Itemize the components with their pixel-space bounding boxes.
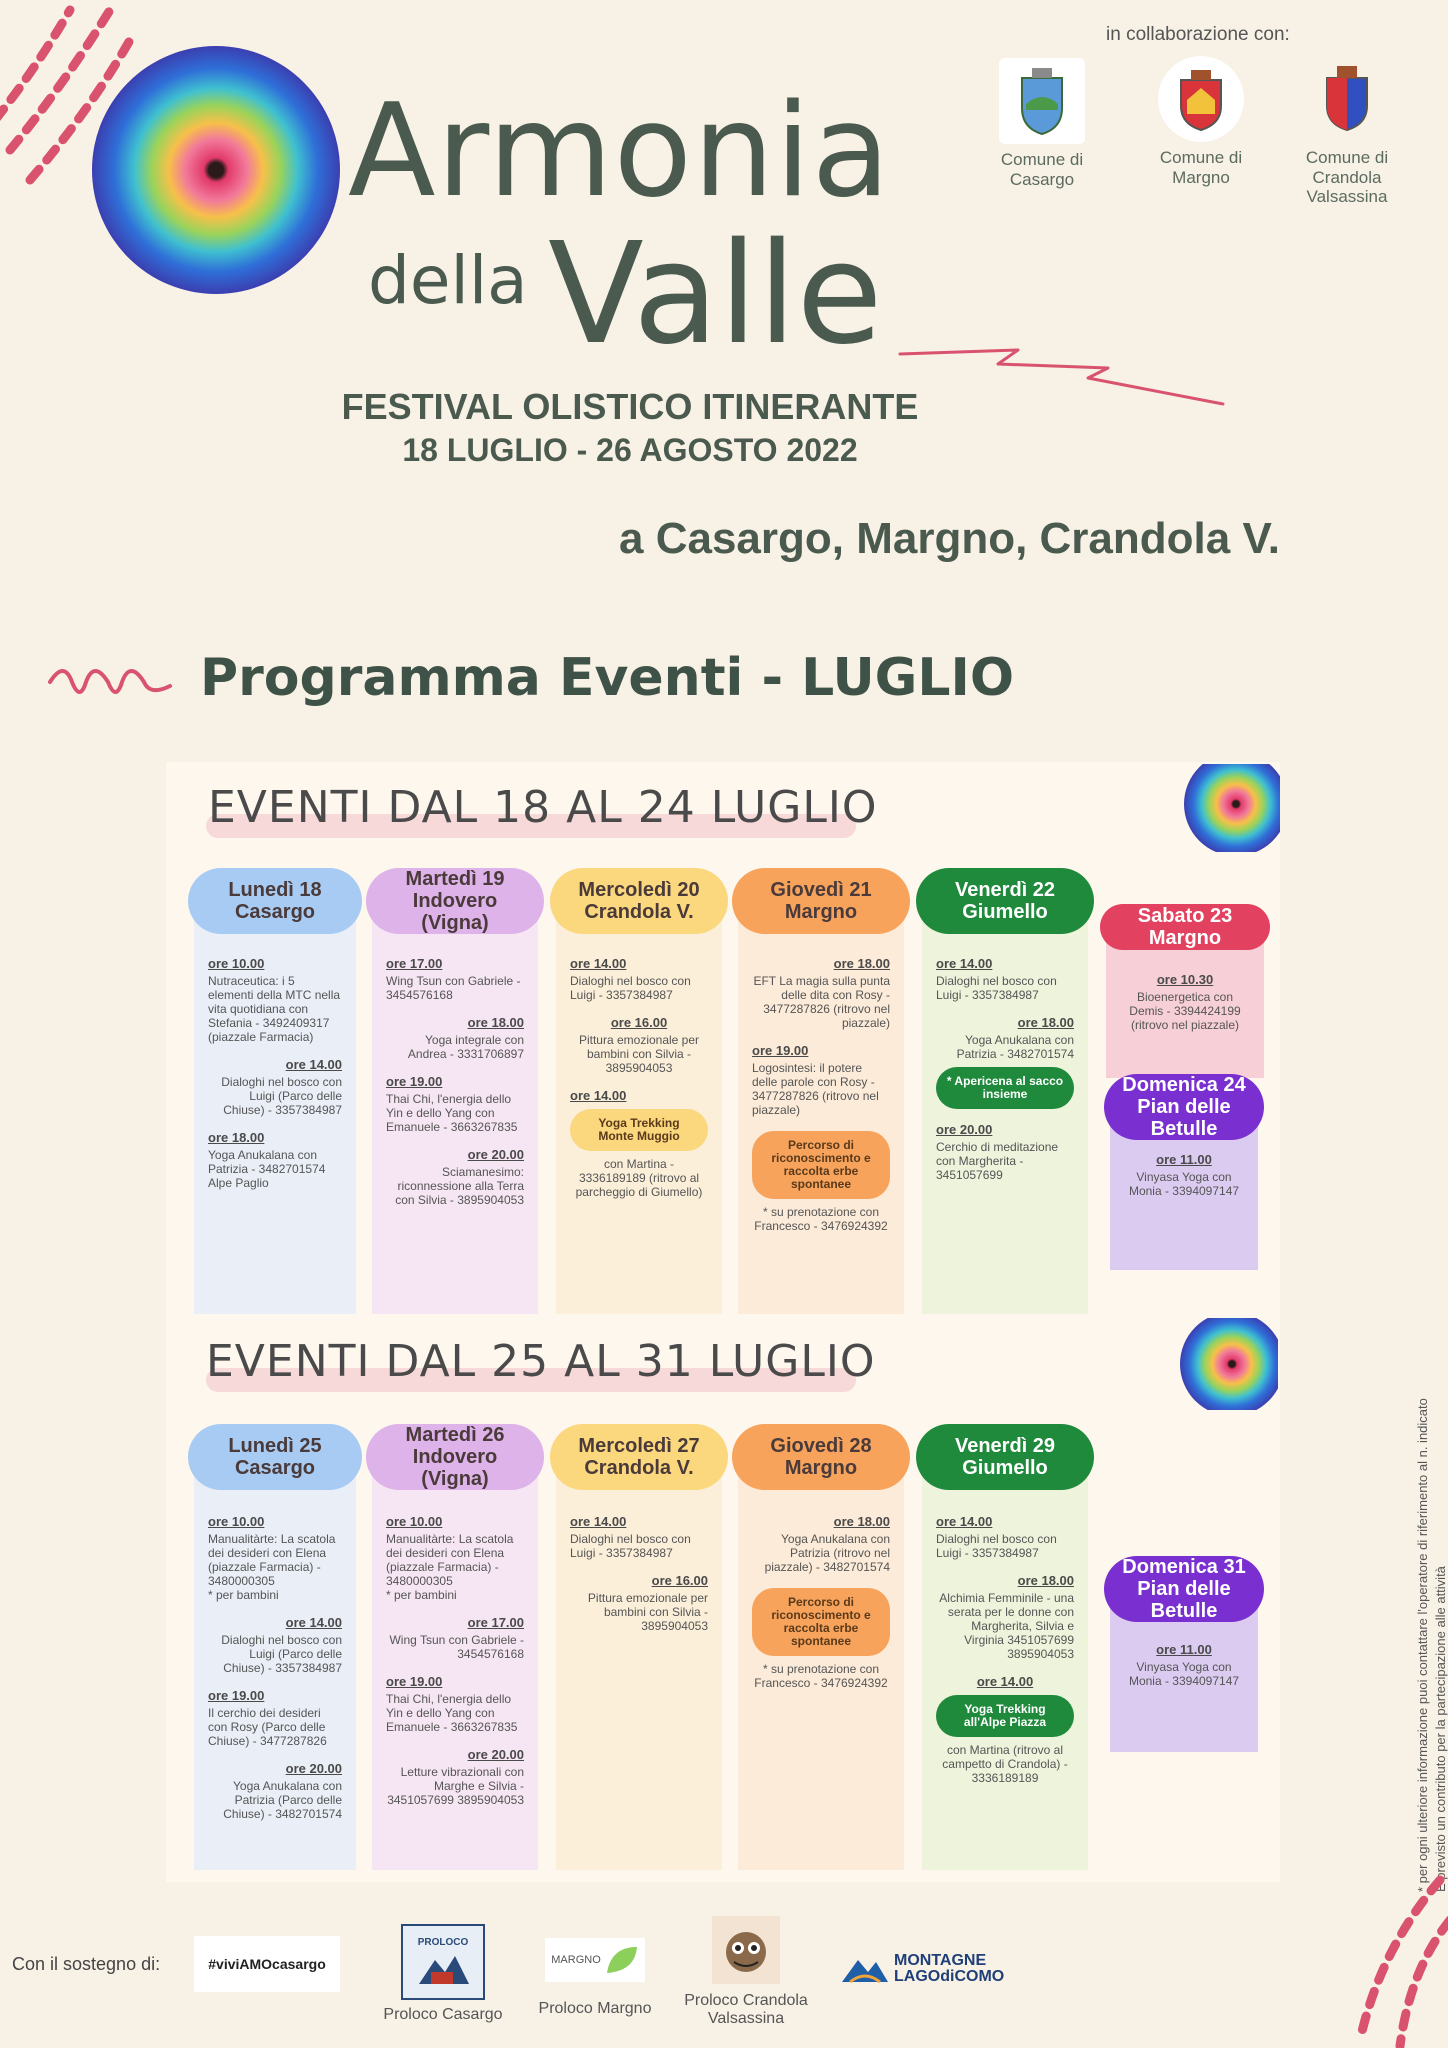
event-time: ore 20.00	[467, 1147, 524, 1162]
event-item	[752, 1131, 890, 1233]
event-extra: con Martina - 3336189189 (ritrovo al parcheggio di Giumello)	[575, 1157, 703, 1199]
sponsor-proloco-casargo	[378, 1924, 508, 2024]
day-column-w2-1	[372, 1462, 538, 1870]
proloco-casargo-logo	[401, 1924, 485, 2000]
event-item	[386, 1016, 524, 1061]
day-header-w1-5: Sabato 23 Margno	[1100, 904, 1270, 950]
event-item	[570, 1574, 708, 1633]
event-description: Pittura emozionale per bambini con Silvia - 3895904053	[587, 1591, 708, 1633]
day-column-w2-0	[194, 1462, 356, 1870]
day-header-w2-4: Venerdì 29 Giumello	[916, 1424, 1094, 1490]
day-header-w2-6: Domenica 31 Pian delle Betulle	[1104, 1556, 1264, 1622]
festival-dates: 18 LUGLIO - 26 AGOSTO 2022	[402, 432, 858, 468]
day-column-w1-1	[372, 904, 538, 1314]
event-item	[386, 1675, 524, 1734]
day-header-w1-2: Mercoledì 20 Crandola V.	[550, 868, 728, 934]
event-description: Thai Chi, l'energia dello Yin e dello Yang con Emanuele - 3663267835	[386, 1692, 518, 1734]
event-time: ore 17.00	[467, 1615, 524, 1630]
event-description: Bioenergetica con Demis - 3394424199 (ritrovo nel piazzale)	[1129, 990, 1241, 1032]
event-extra: * su prenotazione con Francesco - 3476924392	[754, 1205, 888, 1233]
event-item	[936, 1016, 1074, 1109]
title-valle: Valle	[548, 213, 883, 376]
event-item	[1120, 973, 1250, 1032]
event-description: Dialoghi nel bosco con Luigi (Parco delle Chiuse) - 3357384987	[221, 1633, 342, 1675]
event-item	[208, 1058, 342, 1117]
event-time: ore 19.00	[208, 1688, 265, 1703]
event-time: ore 10.00	[208, 1514, 265, 1529]
event-time: ore 10.30	[1156, 972, 1214, 987]
event-item	[208, 957, 342, 1044]
event-description: Yoga Anukalana con Patrizia (ritrovo nel piazzale) - 3482701574	[764, 1532, 890, 1574]
event-description: Pittura emozionale per bambini con Silvia - 3895904053	[578, 1033, 700, 1075]
margno-crest-icon	[1158, 56, 1244, 142]
event-description: Sciamanesimo: riconnessione alla Terra con Silvia - 3895904053	[395, 1165, 524, 1207]
event-item	[936, 1675, 1074, 1785]
event-time: ore 14.00	[285, 1615, 342, 1630]
event-time: ore 14.00	[976, 1674, 1034, 1689]
week2-title: EVENTI DAL 25 AL 31 LUGLIO	[206, 1336, 876, 1387]
day-column-w2-3	[738, 1462, 904, 1870]
proloco-crandola-logo	[712, 1916, 780, 1984]
rainbow-circle-logo	[90, 44, 342, 296]
crandola-crest-icon	[1304, 56, 1390, 142]
sponsor-montagne-lagodicomo	[840, 1944, 1020, 1994]
event-item	[386, 1075, 524, 1134]
event-item	[752, 1588, 890, 1690]
event-description: Wing Tsun con Gabriele - 3454576168	[386, 974, 521, 1002]
event-time: ore 14.00	[570, 1514, 627, 1529]
programma-title: Programma Eventi - LUGLIO	[200, 648, 1015, 708]
event-description: EFT La magia sulla punta delle dita con Rosy - 3477287826 (ritrovo nel piazzale)	[753, 974, 890, 1030]
rainbow-circle-small-1	[1172, 764, 1280, 852]
week1-title: EVENTI DAL 18 AL 24 LUGLIO	[208, 782, 878, 833]
day-header-w2-2: Mercoledì 27 Crandola V.	[550, 1424, 728, 1490]
collaboration-label: in collaborazione con:	[1106, 24, 1290, 45]
event-item	[386, 1148, 524, 1207]
event-time: ore 18.00	[1017, 1015, 1074, 1030]
day-header-w2-3: Giovedì 28 Margno	[732, 1424, 910, 1490]
event-time: ore 18.00	[467, 1015, 524, 1030]
comune-crandola-name: Comune di Crandola Valsassina	[1305, 148, 1389, 207]
event-description: Logosintesi: il potere delle parole con Rosy - 3477287826 (ritrovo nel piazzale)	[752, 1061, 879, 1117]
event-description: Vinyasa Yoga con Monia - 3394097147	[1128, 1170, 1240, 1198]
day-header-w1-6: Domenica 24 Pian delle Betulle	[1104, 1074, 1264, 1140]
event-time: ore 10.00	[386, 1514, 443, 1529]
footer-label: Con il sostegno di:	[12, 1954, 161, 1974]
event-item	[1124, 1153, 1244, 1198]
event-highlight-pill: * Apericena al sacco insieme	[936, 1067, 1074, 1109]
event-description: Dialoghi nel bosco con Luigi - 3357384987	[936, 974, 1057, 1002]
event-time: ore 18.00	[1017, 1573, 1074, 1588]
event-item	[570, 1016, 708, 1075]
event-description: Manualitàrte: La scatola dei desideri con Elena (piazzale Farmacia) - 3480000305 * per bambini	[208, 1532, 336, 1602]
proloco-casargo-caption: Proloco Casargo	[383, 2006, 503, 2023]
event-description: Alchimia Femminile - una serata per le donne con Margherita, Silvia e Virginia 3451057699 3895904053	[939, 1591, 1074, 1661]
event-description: Thai Chi, l'energia dello Yin e dello Yang con Emanuele - 3663267835	[386, 1092, 518, 1134]
event-time: ore 17.00	[386, 956, 443, 971]
event-description: Il cerchio dei desideri con Rosy (Parco delle Chiuse) - 3477287826	[208, 1706, 327, 1748]
festival-places: a Casargo, Margno, Crandola V.	[619, 514, 1280, 563]
event-description: Yoga Anukalana con Patrizia - 3482701574	[956, 1033, 1074, 1061]
event-time: ore 19.00	[386, 1674, 443, 1689]
decorative-dashes-bottom-right	[1340, 1860, 1448, 2048]
day-column-w2-4	[922, 1462, 1088, 1870]
event-time: ore 11.00	[1156, 1642, 1212, 1657]
event-time: ore 16.00	[651, 1573, 708, 1588]
comune-margno-name: Comune di Margno	[1159, 148, 1243, 187]
event-highlight-pill: Yoga Trekking all'Alpe Piazza	[936, 1695, 1074, 1737]
event-item	[208, 1515, 342, 1602]
event-time: ore 11.00	[1156, 1152, 1212, 1167]
event-description: Yoga Anukalana con Patrizia (Parco delle Chiuse) - 3482701574	[223, 1779, 342, 1821]
rainbow-circle-small-2	[1170, 1318, 1278, 1410]
event-item	[752, 957, 890, 1030]
event-description: Manualitàrte: La scatola dei desideri con Elena (piazzale Farmacia) - 3480000305 * per bambini	[386, 1532, 514, 1602]
proloco-margno-logo	[545, 1938, 645, 1982]
sponsor-proloco-margno	[526, 1938, 664, 2018]
event-time: ore 14.00	[936, 956, 993, 971]
day-header-w2-1: Martedì 26 Indovero (Vigna)	[366, 1424, 544, 1490]
event-time: ore 20.00	[467, 1747, 524, 1762]
event-time: ore 18.00	[833, 956, 890, 971]
day-column-w1-0	[194, 904, 356, 1314]
event-description: Dialoghi nel bosco con Luigi (Parco delle Chiuse) - 3357384987	[221, 1075, 342, 1117]
event-time: ore 18.00	[833, 1514, 890, 1529]
event-item	[1124, 1643, 1244, 1688]
comune-crandola	[1272, 56, 1422, 207]
event-time: ore 20.00	[285, 1761, 342, 1776]
sponsor-proloco-crandola	[666, 1916, 826, 2027]
decorative-loops	[48, 664, 174, 694]
title-armonia: Armonia	[348, 77, 892, 226]
montagne-logo-icon	[840, 1952, 890, 1986]
day-column-w1-2	[556, 904, 722, 1314]
title-della: della	[368, 242, 528, 319]
event-description: Nutraceutica: i 5 elementi della MTC nella vita quotidiana con Stefania - 3492409317 (piazzale Farmacia)	[208, 974, 341, 1044]
event-item	[570, 1089, 708, 1199]
day-column-w1-5	[1106, 930, 1264, 1078]
comune-margno	[1126, 56, 1276, 187]
event-item	[936, 1574, 1074, 1661]
event-item	[208, 1762, 342, 1821]
event-time: ore 16.00	[610, 1015, 668, 1030]
event-description: Yoga Anukalana con Patrizia - 3482701574 Alpe Paglio	[208, 1148, 326, 1190]
event-time: ore 10.00	[208, 956, 265, 971]
day-header-w1-4: Venerdì 22 Giumello	[916, 868, 1094, 934]
day-column-w2-2	[556, 1462, 722, 1870]
proloco-margno-caption: Proloco Margno	[538, 2000, 652, 2017]
event-highlight-pill: Percorso di riconoscimento e raccolta erbe spontanee	[752, 1131, 890, 1199]
event-extra: con Martina (ritrovo al campetto di Crandola) - 3336189189	[942, 1743, 1068, 1785]
event-highlight-pill: Percorso di riconoscimento e raccolta erbe spontanee	[752, 1588, 890, 1656]
event-description: Dialoghi nel bosco con Luigi - 3357384987	[936, 1532, 1057, 1560]
day-header-w1-1: Martedì 19 Indovero (Vigna)	[366, 868, 544, 934]
event-description: Letture vibrazionali con Marghe e Silvia - 3451057699 3895904053	[387, 1765, 524, 1807]
proloco-casargo-logo-text: PROLOCO	[417, 1936, 469, 1948]
sponsor-viviamocasargo-logo: #viviAMOcasargo	[208, 1956, 326, 1972]
event-description: Wing Tsun con Gabriele - 3454576168	[389, 1633, 524, 1661]
event-time: ore 19.00	[386, 1074, 443, 1089]
day-header-w1-0: Lunedì 18 Casargo	[188, 868, 362, 934]
event-time: ore 14.00	[285, 1057, 342, 1072]
event-description: Cerchio di meditazione con Margherita - 3451057699	[936, 1140, 1059, 1182]
event-description: Dialoghi nel bosco con Luigi - 3357384987	[570, 1532, 691, 1560]
event-item	[386, 1616, 524, 1661]
event-description: Vinyasa Yoga con Monia - 3394097147	[1128, 1660, 1240, 1688]
proloco-crandola-caption: Proloco Crandola Valsassina	[684, 1992, 808, 2027]
event-description: Yoga integrale con Andrea - 3331706897	[407, 1033, 524, 1061]
event-time: ore 20.00	[936, 1122, 993, 1137]
event-item	[936, 1515, 1074, 1560]
event-item	[208, 1131, 342, 1190]
event-time: ore 19.00	[752, 1043, 809, 1058]
event-item	[936, 1123, 1074, 1182]
event-item	[208, 1689, 342, 1748]
montagne-logo-text: MONTAGNE LAGOdiCOMO	[894, 1952, 1005, 1985]
event-item	[386, 957, 524, 1002]
event-description: Dialoghi nel bosco con Luigi - 3357384987	[570, 974, 691, 1002]
event-item	[570, 957, 708, 1002]
event-time: ore 14.00	[570, 956, 627, 971]
event-extra: * su prenotazione con Francesco - 3476924392	[754, 1662, 888, 1690]
day-column-w1-4	[922, 904, 1088, 1314]
event-item	[208, 1616, 342, 1675]
event-item	[570, 1515, 708, 1560]
event-item	[386, 1515, 524, 1602]
day-header-w2-0: Lunedì 25 Casargo	[188, 1424, 362, 1490]
event-item	[752, 1044, 890, 1117]
casargo-crest-icon	[999, 58, 1085, 144]
sponsor-viviamocasargo	[194, 1936, 340, 1992]
event-highlight-pill: Yoga Trekking Monte Muggio	[570, 1109, 708, 1151]
event-item	[752, 1515, 890, 1574]
comune-casargo	[967, 58, 1117, 189]
festival-subtitle: FESTIVAL OLISTICO ITINERANTE	[341, 386, 919, 427]
comune-casargo-name: Comune di Casargo	[1000, 150, 1084, 189]
side-note: * per ogni ulteriore informazione puoi contattare l'operatore di riferimento al n. indicato È previsto un contributo per la partecipazione alle attività	[1415, 1398, 1448, 1892]
proloco-margno-logo-text: MARGNO	[551, 1954, 601, 1966]
event-item	[386, 1748, 524, 1807]
day-header-w1-3: Giovedì 21 Margno	[732, 868, 910, 934]
event-time: ore 14.00	[936, 1514, 993, 1529]
event-time: ore 18.00	[208, 1130, 265, 1145]
day-column-w1-3	[738, 904, 904, 1314]
event-time: ore 14.00	[570, 1088, 627, 1103]
event-item	[936, 957, 1074, 1002]
